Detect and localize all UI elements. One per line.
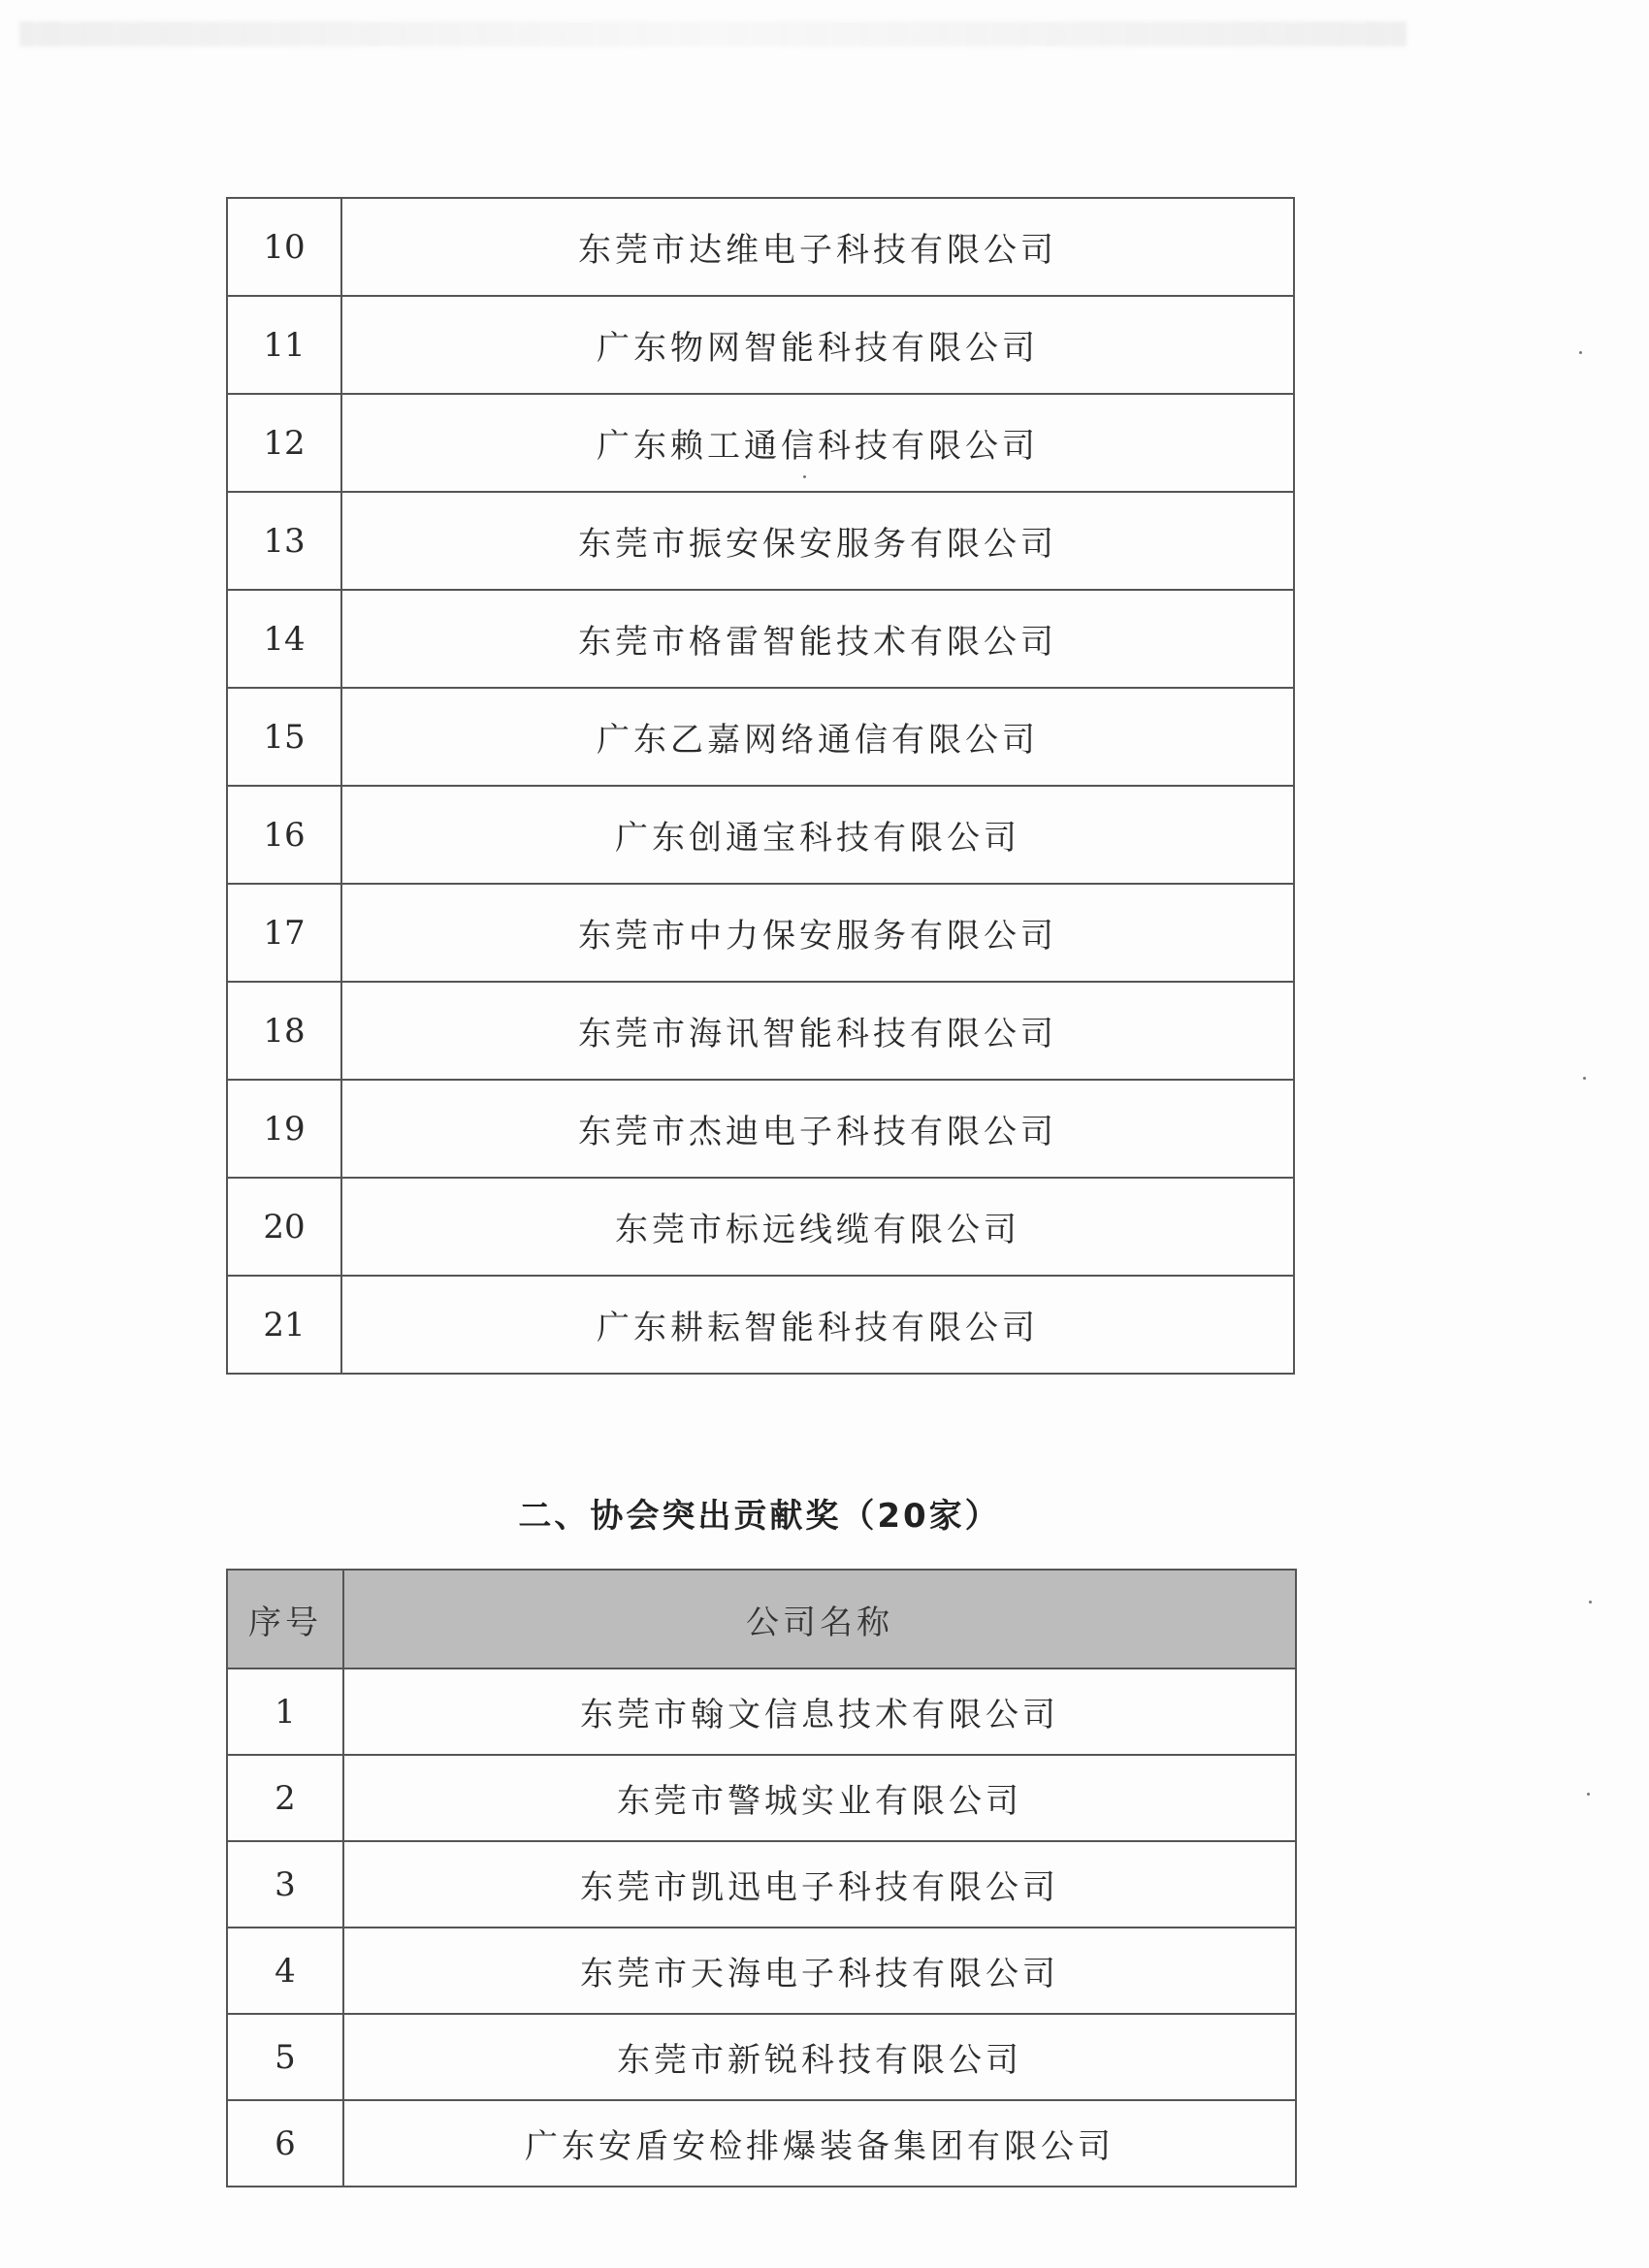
table-row (227, 1669, 1296, 1755)
table-row (227, 1178, 1294, 1276)
contribution-award-table (226, 1569, 1297, 2187)
serial-number-cell: 2 (227, 1755, 343, 1841)
serial-number-cell: 17 (227, 884, 341, 982)
serial-number-cell: 11 (227, 296, 341, 394)
serial-number-cell: 10 (227, 198, 341, 296)
serial-number-cell: 20 (227, 1178, 341, 1276)
table-row (227, 982, 1294, 1080)
table-row (227, 394, 1294, 492)
company-name-cell: 东莞市达维电子科技有限公司 (341, 198, 1294, 296)
table-row (227, 1080, 1294, 1178)
table-row (227, 198, 1294, 296)
section-title: 二、协会突出贡献奖（20家） (518, 1497, 1001, 1536)
company-name-cell: 广东创通宝科技有限公司 (341, 786, 1294, 884)
scan-speck (1583, 1077, 1586, 1080)
serial-number-cell: 6 (227, 2100, 343, 2187)
table-row (227, 2100, 1296, 2187)
serial-number-cell: 4 (227, 1928, 343, 2014)
company-name-cell: 广东赖工通信科技有限公司 (341, 394, 1294, 492)
company-name-cell: 东莞市警城实业有限公司 (343, 1755, 1296, 1841)
table-header-row (227, 1570, 1296, 1669)
serial-number-cell: 1 (227, 1669, 343, 1755)
company-name-cell: 东莞市翰文信息技术有限公司 (343, 1669, 1296, 1755)
serial-number-cell: 3 (227, 1841, 343, 1928)
serial-number-cell: 19 (227, 1080, 341, 1178)
serial-number-cell: 16 (227, 786, 341, 884)
scan-speck (1589, 1601, 1592, 1604)
scan-artifact (19, 21, 1406, 47)
table-row (227, 590, 1294, 688)
table-row (227, 296, 1294, 394)
company-name-cell: 东莞市天海电子科技有限公司 (343, 1928, 1296, 2014)
serial-number-cell: 15 (227, 688, 341, 786)
serial-number-cell: 13 (227, 492, 341, 590)
table-row (227, 2014, 1296, 2100)
serial-number-cell: 14 (227, 590, 341, 688)
table-row (227, 884, 1294, 982)
company-name-cell: 东莞市海讯智能科技有限公司 (341, 982, 1294, 1080)
company-name-cell: 广东耕耘智能科技有限公司 (341, 1276, 1294, 1374)
contribution-table-body (227, 1570, 1296, 2187)
table-row (227, 1276, 1294, 1374)
company-name-cell: 东莞市振安保安服务有限公司 (341, 492, 1294, 590)
serial-number-cell: 21 (227, 1276, 341, 1374)
table-row (227, 1841, 1296, 1928)
company-name-cell: 东莞市中力保安服务有限公司 (341, 884, 1294, 982)
award-table-continued (226, 197, 1295, 1375)
company-name-cell: 广东乙嘉网络通信有限公司 (341, 688, 1294, 786)
table-row (227, 688, 1294, 786)
company-name-cell: 东莞市新锐科技有限公司 (343, 2014, 1296, 2100)
scan-speck (803, 475, 806, 478)
company-name-cell: 东莞市标远线缆有限公司 (341, 1178, 1294, 1276)
company-name-cell: 东莞市杰迪电子科技有限公司 (341, 1080, 1294, 1178)
table-row (227, 786, 1294, 884)
serial-number-cell: 12 (227, 394, 341, 492)
company-name-cell: 广东物网智能科技有限公司 (341, 296, 1294, 394)
company-name-cell: 东莞市凯迅电子科技有限公司 (343, 1841, 1296, 1928)
table-row (227, 1755, 1296, 1841)
serial-number-cell: 18 (227, 982, 341, 1080)
scan-speck (1587, 1793, 1590, 1796)
table-row (227, 1928, 1296, 2014)
table-row (227, 492, 1294, 590)
serial-number-cell: 5 (227, 2014, 343, 2100)
company-name-cell: 广东安盾安检排爆装备集团有限公司 (343, 2100, 1296, 2187)
scan-speck (1579, 351, 1582, 354)
header-serial-number: 序号 (227, 1570, 343, 1669)
header-company-name: 公司名称 (343, 1570, 1296, 1669)
award-table-body (227, 198, 1294, 1374)
company-name-cell: 东莞市格雷智能技术有限公司 (341, 590, 1294, 688)
